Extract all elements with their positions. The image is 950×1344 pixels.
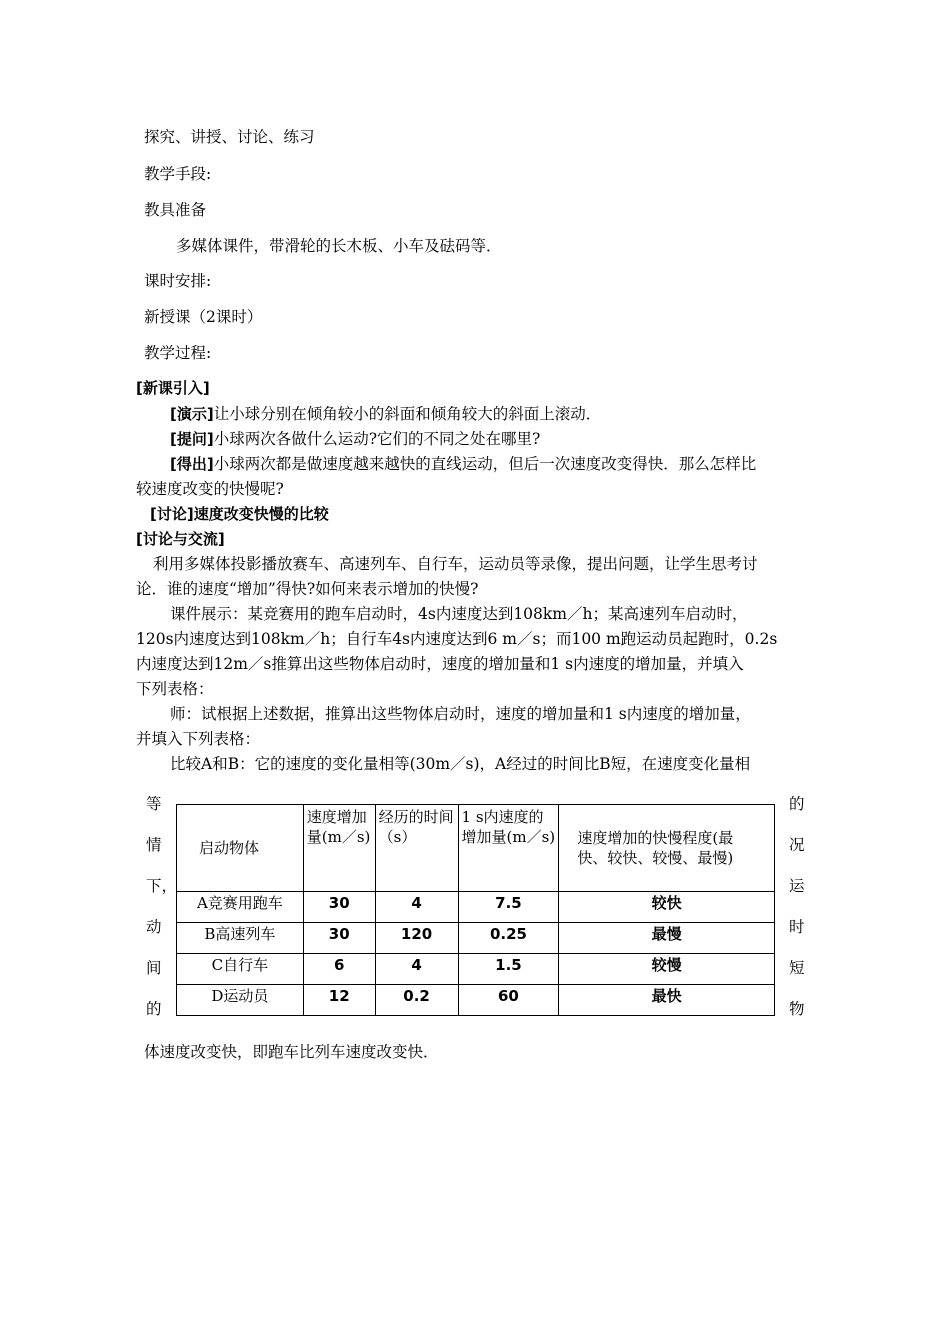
wrap-right-4: 时 [789, 918, 805, 936]
wrap-left-5: 间 [146, 959, 162, 977]
result-tag: [得出] [170, 455, 214, 473]
cell-per-second-increase: 7.5 [458, 892, 559, 923]
cell-rank: 最快 [559, 985, 775, 1016]
intro-demo [170, 404, 601, 424]
cell-object: C自行车 [177, 954, 304, 985]
wrap-right-1: 的 [789, 795, 805, 813]
para4-line1: 比较A和B：它的速度的变化量相等(30m／s)，A经过的时间比B短，在速度变化量相 [170, 755, 751, 773]
header-velocity-change: 速度增加量(m／s) [303, 805, 375, 892]
cell-object: B高速列车 [177, 923, 304, 954]
cell-per-second-increase: 60 [458, 985, 559, 1016]
cell-velocity-change: 30 [303, 923, 375, 954]
para2-line3: 内速度达到12m／s推算出这些物体启动时，速度的增加量和1 s内速度的增加量，并填入 [136, 655, 744, 673]
cell-per-second-increase: 1.5 [458, 954, 559, 985]
para2-line4: 下列表格： [136, 680, 214, 698]
table-header-row [177, 805, 775, 892]
cell-per-second-increase: 0.25 [458, 923, 559, 954]
discuss-subheading: [讨论与交流] [136, 530, 225, 548]
para1-line1: 利用多媒体投影播放赛车、高速列车、自行车，运动员等录像，提出问题，让学生思考讨 [153, 555, 758, 573]
wrap-left-6: 的 [146, 1000, 162, 1018]
intro-result [170, 454, 756, 474]
line-methods: 探究、讲授、讨论、练习 [144, 128, 315, 146]
speed-comparison-table [176, 804, 775, 1016]
intro-result-cont: 较速度改变的快慢呢? [136, 480, 284, 498]
cell-elapsed-time: 4 [375, 892, 458, 923]
wrap-left-1: 等 [146, 795, 162, 813]
cell-object: A竞赛用跑车 [177, 892, 304, 923]
table-row [177, 892, 775, 923]
wrap-left-3: 下， [146, 877, 178, 895]
line-schedule-label: 课时安排: [144, 272, 212, 290]
cell-velocity-change: 12 [303, 985, 375, 1016]
cell-velocity-change: 6 [303, 954, 375, 985]
table-row [177, 985, 775, 1016]
header-per-second-increase: 1 s内速度的增加量(m／s) [458, 805, 559, 892]
closing-line: 体速度改变快，即跑车比列车速度改变快． [144, 1043, 439, 1061]
cell-object: D运动员 [177, 985, 304, 1016]
discuss-heading: [讨论]速度改变快慢的比较 [150, 505, 329, 523]
demo-text: 让小球分别在倾角较小的斜面和倾角较大的斜面上滚动． [213, 405, 602, 423]
intro-ask [170, 429, 540, 449]
table-row [177, 954, 775, 985]
para1-line2: 论．谁的速度“增加”得快?如何来表示增加的快慢? [136, 580, 479, 598]
table-row [177, 923, 775, 954]
cell-elapsed-time: 0.2 [375, 985, 458, 1016]
line-tools-label: 教具准备 [144, 201, 207, 219]
line-means-label: 教学手段: [144, 165, 212, 183]
result-text-1: 小球两次都是做速度越来越快的直线运动，但后一次速度改变得快．那么怎样比 [213, 455, 757, 473]
line-schedule-text: 新授课（2课时） [144, 308, 263, 326]
ask-tag: [提问] [170, 430, 214, 448]
wrap-left-2: 情 [146, 836, 162, 854]
para2-line2: 120s内速度达到108km／h；自行车4s内速度达到6 m／s；而100 m跑运动员起跑时，0.2s [136, 630, 778, 648]
demo-tag: [演示] [170, 405, 214, 423]
cell-velocity-change: 30 [303, 892, 375, 923]
para3-line1: 师：试根据上述数据，推算出这些物体启动时，速度的增加量和1 s内速度的增加量， [170, 705, 751, 723]
cell-elapsed-time: 4 [375, 954, 458, 985]
header-object: 启动物体 [177, 805, 304, 892]
line-process-label: 教学过程: [144, 344, 212, 362]
wrap-right-6: 物 [789, 1000, 805, 1018]
wrap-right-2: 况 [789, 836, 805, 854]
cell-rank: 最慢 [559, 923, 775, 954]
para3-line2: 并填入下列表格： [136, 730, 261, 748]
wrap-right-5: 短 [789, 959, 805, 977]
wrap-left-4: 动 [146, 918, 162, 936]
para2-line1: 课件展示：某竞赛用的跑车启动时，4s内速度达到108km／h；某高速列车启动时， [170, 605, 748, 623]
wrap-right-3: 运 [789, 877, 805, 895]
ask-text: 小球两次各做什么运动?它们的不同之处在哪里? [213, 430, 541, 448]
header-elapsed-time: 经历的时间（s） [375, 805, 458, 892]
intro-heading: [新课引入] [136, 379, 210, 397]
header-rank: 速度增加的快慢程度(最快、较快、较慢、最慢) [559, 805, 775, 892]
cell-elapsed-time: 120 [375, 923, 458, 954]
cell-rank: 较快 [559, 892, 775, 923]
line-tools-text: 多媒体课件，带滑轮的长木板、小车及砝码等． [176, 237, 502, 255]
cell-rank: 较慢 [559, 954, 775, 985]
